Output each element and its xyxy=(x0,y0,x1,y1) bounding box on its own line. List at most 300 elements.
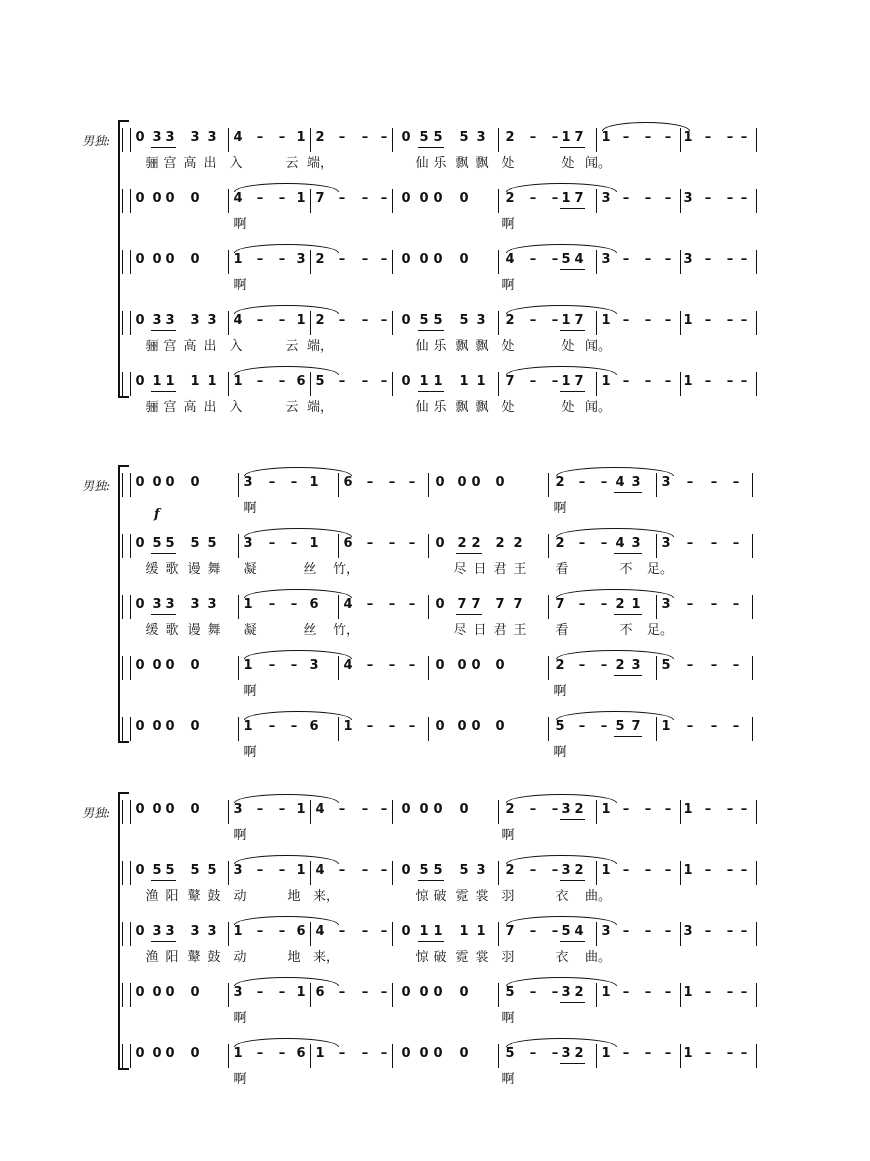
tie-arc xyxy=(506,1038,617,1047)
note: – xyxy=(366,658,374,673)
note: – xyxy=(551,924,559,939)
note: 0 xyxy=(433,1046,443,1061)
barline xyxy=(228,861,229,885)
note: – xyxy=(278,924,286,939)
beam-underline xyxy=(614,614,642,615)
barline xyxy=(392,983,393,1007)
note: 1 xyxy=(419,374,429,389)
beam-underline xyxy=(560,941,585,942)
beam-underline xyxy=(614,492,642,493)
system-3 xyxy=(0,790,870,1087)
note: 3 xyxy=(561,1046,571,1061)
barline xyxy=(498,800,499,824)
note: – xyxy=(551,802,559,817)
barline xyxy=(548,717,549,741)
note: 0 xyxy=(152,252,162,267)
note: – xyxy=(290,475,298,490)
note: 1 xyxy=(296,802,306,817)
beam-underline xyxy=(418,147,444,148)
lyric: 尽 xyxy=(453,623,467,638)
note: 0 xyxy=(135,719,145,734)
lyric: 啊 xyxy=(553,745,567,760)
note: 0 xyxy=(135,658,145,673)
note: 0 xyxy=(190,658,200,673)
barline xyxy=(238,534,239,558)
note: – xyxy=(380,802,388,817)
barline xyxy=(680,861,681,885)
barline xyxy=(498,311,499,335)
barline xyxy=(756,861,757,885)
note: 0 xyxy=(135,252,145,267)
note: – xyxy=(704,252,712,267)
lyric: 啊 xyxy=(243,501,257,516)
note: – xyxy=(529,252,537,267)
barline xyxy=(122,656,123,680)
barline xyxy=(310,922,311,946)
note: – xyxy=(644,863,652,878)
note: – xyxy=(578,719,586,734)
note: 2 xyxy=(574,802,584,817)
barline xyxy=(130,473,131,497)
note: 0 xyxy=(135,597,145,612)
note: 1 xyxy=(601,1046,611,1061)
lyric: 舞 xyxy=(207,562,221,577)
note: 5 xyxy=(207,536,217,551)
note: – xyxy=(726,374,734,389)
note: – xyxy=(268,597,276,612)
barline xyxy=(130,372,131,396)
lyric: 啊 xyxy=(233,1011,247,1026)
note: – xyxy=(704,924,712,939)
barline xyxy=(756,128,757,152)
note: 0 xyxy=(419,252,429,267)
note: – xyxy=(278,1046,286,1061)
note: 0 xyxy=(459,252,469,267)
note: 3 xyxy=(476,130,486,145)
tie-arc xyxy=(506,183,617,192)
note: 0 xyxy=(401,130,411,145)
note: – xyxy=(529,863,537,878)
tie-arc xyxy=(556,711,674,720)
note: 0 xyxy=(165,1046,175,1061)
notation-line xyxy=(0,717,870,739)
barline xyxy=(752,473,753,497)
note: – xyxy=(686,475,694,490)
note: 7 xyxy=(505,374,515,389)
barline xyxy=(228,372,229,396)
note: – xyxy=(268,536,276,551)
barline xyxy=(756,1044,757,1068)
note: 4 xyxy=(615,536,625,551)
note: – xyxy=(644,252,652,267)
note: 1 xyxy=(561,130,571,145)
barline xyxy=(122,800,123,824)
note: – xyxy=(256,252,264,267)
note: – xyxy=(338,191,346,206)
barline xyxy=(238,717,239,741)
note: – xyxy=(551,1046,559,1061)
lyric: 飘 xyxy=(455,400,469,415)
lyric: 仙 xyxy=(415,400,429,415)
tie-arc xyxy=(234,244,339,253)
lyric: 不 xyxy=(619,562,633,577)
lyric: 王 xyxy=(513,623,527,638)
lyric: 乐 xyxy=(433,400,447,415)
tie-arc xyxy=(234,183,339,192)
lyric: 王 xyxy=(513,562,527,577)
note: – xyxy=(600,719,608,734)
lyric: 尽 xyxy=(453,562,467,577)
note: 3 xyxy=(190,597,200,612)
barline xyxy=(548,473,549,497)
note: – xyxy=(740,802,748,817)
note: 0 xyxy=(135,802,145,817)
barline xyxy=(498,128,499,152)
lyric: 啊 xyxy=(233,278,247,293)
note: 0 xyxy=(401,313,411,328)
note: 4 xyxy=(574,252,584,267)
note: 3 xyxy=(561,985,571,1000)
note: 2 xyxy=(505,130,515,145)
lyric: 动 xyxy=(233,950,247,965)
note: – xyxy=(578,658,586,673)
note: 4 xyxy=(505,252,515,267)
barline xyxy=(752,656,753,680)
note: 0 xyxy=(135,313,145,328)
note: – xyxy=(278,130,286,145)
note: – xyxy=(529,985,537,1000)
lyric: 啊 xyxy=(553,684,567,699)
note: – xyxy=(290,658,298,673)
tie-arc xyxy=(244,711,352,720)
lyric: 裳 xyxy=(475,889,489,904)
beam-underline xyxy=(151,330,176,331)
note: – xyxy=(732,719,740,734)
lyric: 衣 xyxy=(555,950,569,965)
note: 7 xyxy=(555,597,565,612)
lyric: 啊 xyxy=(501,1011,515,1026)
note: – xyxy=(726,252,734,267)
note: 0 xyxy=(165,985,175,1000)
note: 3 xyxy=(165,313,175,328)
note: 1 xyxy=(165,374,175,389)
note: 2 xyxy=(505,313,515,328)
note: – xyxy=(551,863,559,878)
note: – xyxy=(408,536,416,551)
note: – xyxy=(644,924,652,939)
note: 3 xyxy=(683,252,693,267)
note: – xyxy=(704,1046,712,1061)
note: – xyxy=(600,475,608,490)
note: 7 xyxy=(574,313,584,328)
tie-arc xyxy=(506,794,617,803)
note: 0 xyxy=(459,1046,469,1061)
note: 7 xyxy=(505,924,515,939)
note: 1 xyxy=(561,313,571,328)
lyric: 云 xyxy=(285,156,299,171)
note: 7 xyxy=(574,130,584,145)
beam-underline xyxy=(151,614,176,615)
note: 1 xyxy=(683,313,693,328)
lyric: 羽 xyxy=(501,950,515,965)
note: 3 xyxy=(476,863,486,878)
note: – xyxy=(256,924,264,939)
note: – xyxy=(408,719,416,734)
note: 0 xyxy=(471,475,481,490)
note: 3 xyxy=(601,252,611,267)
barline xyxy=(498,372,499,396)
lyric: 日 xyxy=(473,562,487,577)
barline xyxy=(680,800,681,824)
lyric: 闻。 xyxy=(584,156,612,171)
barline xyxy=(392,1044,393,1068)
beam-underline xyxy=(560,330,585,331)
lyric: 君 xyxy=(493,623,507,638)
note: – xyxy=(388,597,396,612)
barline xyxy=(310,1044,311,1068)
note: – xyxy=(338,863,346,878)
note: – xyxy=(278,802,286,817)
note: – xyxy=(338,802,346,817)
note: 0 xyxy=(152,802,162,817)
note: 3 xyxy=(243,536,253,551)
barline xyxy=(428,534,429,558)
note: 5 xyxy=(419,313,429,328)
barline xyxy=(122,922,123,946)
barline xyxy=(596,1044,597,1068)
note: 2 xyxy=(574,1046,584,1061)
note: 4 xyxy=(233,313,243,328)
barline xyxy=(122,128,123,152)
note: 1 xyxy=(296,863,306,878)
note: – xyxy=(380,252,388,267)
note: 4 xyxy=(315,924,325,939)
note: – xyxy=(732,658,740,673)
lyric: 霓 xyxy=(455,889,469,904)
barline xyxy=(130,595,131,619)
note: 3 xyxy=(207,130,217,145)
note: 0 xyxy=(435,658,445,673)
lyric: 裳 xyxy=(475,950,489,965)
note: 4 xyxy=(233,191,243,206)
note: 5 xyxy=(459,313,469,328)
lyric: 衣 xyxy=(555,889,569,904)
barline xyxy=(122,534,123,558)
beam-underline xyxy=(418,391,444,392)
barline xyxy=(238,595,239,619)
lyric: 霓 xyxy=(455,950,469,965)
note: 5 xyxy=(459,863,469,878)
lyric: 丝 xyxy=(303,623,317,638)
note: – xyxy=(338,374,346,389)
lyric: 曲。 xyxy=(584,950,612,965)
note: 3 xyxy=(683,191,693,206)
barline xyxy=(130,311,131,335)
note: – xyxy=(338,924,346,939)
barline xyxy=(228,800,229,824)
barline xyxy=(122,250,123,274)
note: 7 xyxy=(513,597,523,612)
note: 0 xyxy=(165,475,175,490)
lyric: 云 xyxy=(285,400,299,415)
note: 0 xyxy=(459,191,469,206)
notation-line xyxy=(0,189,870,211)
note: – xyxy=(686,719,694,734)
note: – xyxy=(664,863,672,878)
note: – xyxy=(622,130,630,145)
beam-underline xyxy=(151,391,176,392)
note: 4 xyxy=(343,658,353,673)
note: 1 xyxy=(243,719,253,734)
note: 0 xyxy=(190,252,200,267)
lyric: 渔 xyxy=(145,950,159,965)
barline xyxy=(130,250,131,274)
notation-line xyxy=(0,656,870,678)
lyric: 啊 xyxy=(243,745,257,760)
note: 1 xyxy=(683,1046,693,1061)
barline xyxy=(756,189,757,213)
note: 0 xyxy=(135,374,145,389)
note: 2 xyxy=(495,536,505,551)
barline xyxy=(310,128,311,152)
part-label: 男独: xyxy=(82,806,111,820)
barline xyxy=(130,128,131,152)
lyric: 飘 xyxy=(475,339,489,354)
note: 2 xyxy=(457,536,467,551)
barline xyxy=(756,922,757,946)
barline xyxy=(392,922,393,946)
barline xyxy=(130,534,131,558)
note: – xyxy=(551,985,559,1000)
note: – xyxy=(686,658,694,673)
note: – xyxy=(644,374,652,389)
barline xyxy=(130,717,131,741)
note: 2 xyxy=(315,252,325,267)
note: – xyxy=(278,985,286,1000)
note: 0 xyxy=(495,475,505,490)
note: 0 xyxy=(471,719,481,734)
note: – xyxy=(380,313,388,328)
tie-arc xyxy=(244,528,352,537)
barline xyxy=(596,922,597,946)
lyric: 出 xyxy=(203,339,217,354)
barline xyxy=(392,128,393,152)
note: – xyxy=(256,863,264,878)
tie-arc xyxy=(506,855,617,864)
beam-underline xyxy=(560,391,585,392)
tie-arc xyxy=(556,467,674,476)
note: 1 xyxy=(309,536,319,551)
note: 5 xyxy=(419,130,429,145)
lyric: 鼓 xyxy=(207,950,221,965)
barline xyxy=(596,372,597,396)
lyric: 鼙 xyxy=(187,889,201,904)
note: 0 xyxy=(433,252,443,267)
note: 1 xyxy=(296,985,306,1000)
note: 7 xyxy=(574,191,584,206)
lyric: 阳 xyxy=(165,950,179,965)
note: 1 xyxy=(296,191,306,206)
beam-underline xyxy=(151,553,176,554)
note: 5 xyxy=(190,536,200,551)
note: 0 xyxy=(152,475,162,490)
note: 1 xyxy=(243,597,253,612)
beam-underline xyxy=(560,208,585,209)
note: – xyxy=(256,1046,264,1061)
lyric: 端， xyxy=(306,156,334,171)
barline xyxy=(310,250,311,274)
beam-underline xyxy=(560,269,585,270)
note: 0 xyxy=(165,719,175,734)
note: 2 xyxy=(505,802,515,817)
lyric: 处 xyxy=(501,400,515,415)
note: 5 xyxy=(152,536,162,551)
note: – xyxy=(622,802,630,817)
barline xyxy=(392,189,393,213)
note: 3 xyxy=(476,313,486,328)
barline xyxy=(680,250,681,274)
note: 2 xyxy=(505,863,515,878)
note: – xyxy=(740,313,748,328)
note: – xyxy=(578,597,586,612)
note: 6 xyxy=(309,597,319,612)
notation-line xyxy=(0,128,870,150)
lyric: 羽 xyxy=(501,889,515,904)
beam-underline xyxy=(560,1063,585,1064)
note: 5 xyxy=(190,863,200,878)
note: 5 xyxy=(661,658,671,673)
barline xyxy=(756,250,757,274)
beam-underline xyxy=(560,1002,585,1003)
note: – xyxy=(361,1046,369,1061)
lyric: 端， xyxy=(306,400,334,415)
note: – xyxy=(622,191,630,206)
note: 1 xyxy=(683,863,693,878)
note: – xyxy=(361,313,369,328)
tie-arc xyxy=(556,528,674,537)
lyric: 君 xyxy=(493,562,507,577)
lyric: 鼙 xyxy=(187,950,201,965)
note: – xyxy=(361,191,369,206)
lyric: 处 xyxy=(561,400,575,415)
lyric: 处 xyxy=(501,156,515,171)
barline xyxy=(656,656,657,680)
note: 5 xyxy=(315,374,325,389)
note: 2 xyxy=(555,536,565,551)
note: – xyxy=(740,863,748,878)
tie-arc xyxy=(506,305,617,314)
note: – xyxy=(622,1046,630,1061)
barline xyxy=(122,311,123,335)
note: – xyxy=(361,374,369,389)
note: – xyxy=(256,802,264,817)
note: 0 xyxy=(419,191,429,206)
note: 5 xyxy=(615,719,625,734)
note: – xyxy=(704,191,712,206)
lyric: 竹， xyxy=(332,562,360,577)
note: 0 xyxy=(135,924,145,939)
note: – xyxy=(644,1046,652,1061)
lyric: 足。 xyxy=(646,623,674,638)
note: – xyxy=(732,475,740,490)
lyric: 啊 xyxy=(501,828,515,843)
note: 2 xyxy=(555,475,565,490)
barline xyxy=(122,595,123,619)
note: 0 xyxy=(165,252,175,267)
note: – xyxy=(278,374,286,389)
note: – xyxy=(380,985,388,1000)
note: – xyxy=(361,252,369,267)
